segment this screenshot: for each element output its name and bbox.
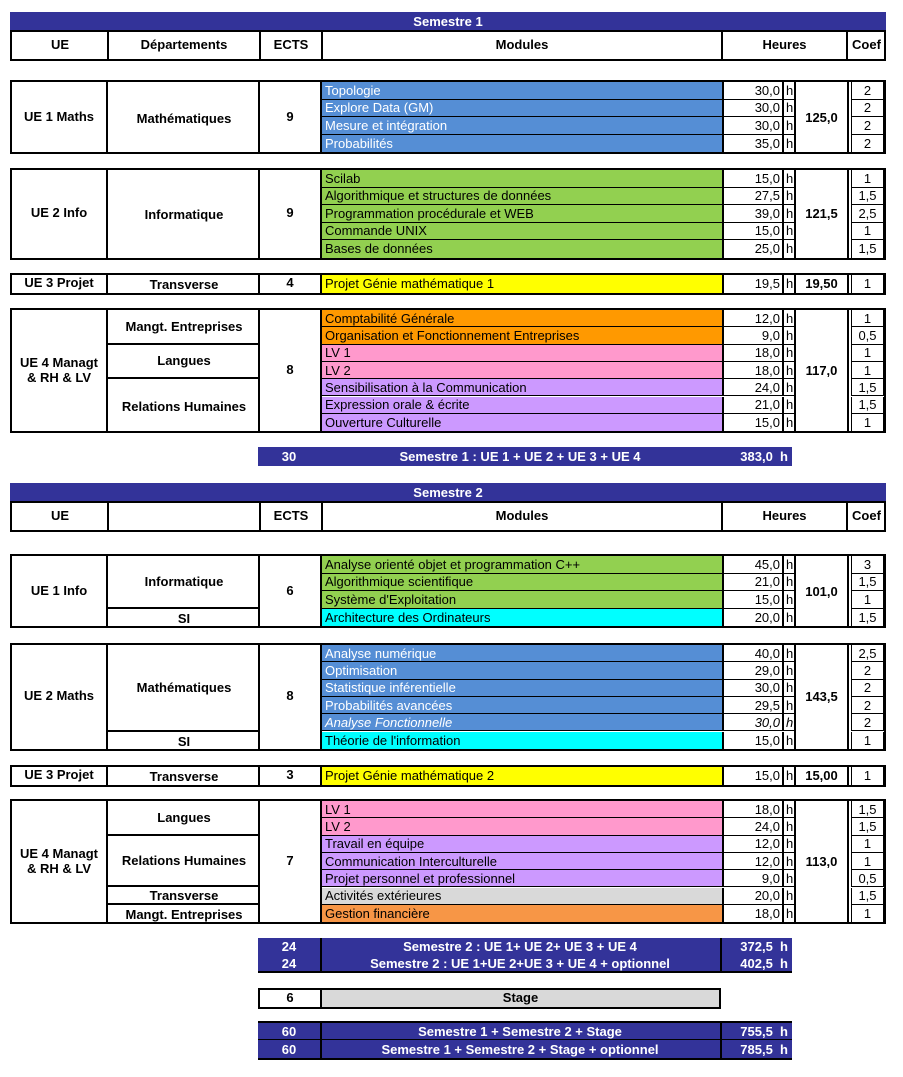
ue-total-hours: 143,5 <box>794 645 849 749</box>
module-hours: 18,0 <box>722 801 782 818</box>
summary-hours: 372,5 h <box>740 939 788 954</box>
column-divider <box>320 955 322 971</box>
column-divider <box>846 32 848 59</box>
module-coef: 1,5 <box>851 818 884 835</box>
department-cell <box>108 170 260 260</box>
module-hours: 9,0 <box>722 327 782 344</box>
module-coef: 1 <box>851 853 884 870</box>
module-coef: 1,5 <box>851 609 884 627</box>
ue-group <box>10 765 886 787</box>
column-divider <box>321 503 323 530</box>
summary-label: Semestre 2 : UE 1+ UE 2+ UE 3 + UE 4 <box>403 939 637 954</box>
header-ects: ECTS <box>273 508 309 524</box>
hours-unit: h <box>782 117 794 135</box>
module-hours: 18,0 <box>722 362 782 379</box>
module-name: Algorithmique et structures de données <box>322 188 722 206</box>
module-coef: 2 <box>851 82 884 100</box>
ue-total-hours: 125,0 <box>794 82 849 152</box>
module-coef: 2 <box>851 697 884 714</box>
module-hours: 18,0 <box>722 905 782 922</box>
module-coef: 1,5 <box>851 188 884 206</box>
module-coef: 1,5 <box>851 574 884 592</box>
module-hours: 12,0 <box>722 310 782 327</box>
column-divider <box>720 938 722 955</box>
department-name: Transverse <box>149 769 219 785</box>
column-divider <box>321 32 323 59</box>
ue-group <box>10 80 886 154</box>
department-cell <box>108 379 260 433</box>
module-name: Comptabilité Générale <box>322 310 722 327</box>
module-coef: 0,5 <box>851 327 884 344</box>
module-name: Projet personnel et professionnel <box>322 870 722 887</box>
module-hours: 18,0 <box>722 345 782 362</box>
module-name: Projet Génie mathématique 1 <box>322 275 722 293</box>
header-heures: Heures <box>762 37 807 53</box>
hours-unit: h <box>782 310 794 327</box>
header-dept <box>108 503 260 530</box>
hours-unit: h <box>782 732 794 749</box>
module-name: Sensibilisation à la Communication <box>322 379 722 396</box>
module-coef: 1 <box>851 310 884 327</box>
ue-group <box>10 168 886 260</box>
module-name: Probabilités <box>322 135 722 153</box>
hours-unit: h <box>782 905 794 922</box>
hours-unit: h <box>782 397 794 414</box>
department-name: Transverse <box>149 277 219 293</box>
department-name: Transverse <box>149 887 219 903</box>
module-hours: 21,0 <box>722 397 782 414</box>
column-header-row <box>10 501 886 532</box>
module-hours: 24,0 <box>722 379 782 396</box>
module-hours: 29,0 <box>722 662 782 679</box>
department-name: Relations Humaines <box>121 398 247 414</box>
ue-name: UE 2 Info <box>30 205 88 221</box>
module-coef: 1 <box>851 362 884 379</box>
header-heures: Heures <box>762 508 807 524</box>
department-name: Mathématiques <box>136 110 232 126</box>
department-name: Langues <box>157 809 211 825</box>
module-name: LV 1 <box>322 801 722 818</box>
module-coef: 0,5 <box>851 870 884 887</box>
semester-title-bar <box>10 483 886 501</box>
hours-unit: h <box>782 574 794 592</box>
ue-total-hours: 117,0 <box>794 310 849 431</box>
module-hours: 30,0 <box>722 82 782 100</box>
ects-value: 8 <box>286 688 294 704</box>
module-hours: 40,0 <box>722 645 782 662</box>
department-cell <box>108 767 260 787</box>
summary-hours: 785,5 h <box>740 1041 788 1057</box>
semester2-optional-summary-row <box>258 955 792 973</box>
module-coef: 1,5 <box>851 888 884 905</box>
module-hours: 12,0 <box>722 836 782 853</box>
module-hours: 30,0 <box>722 680 782 697</box>
hours-unit: h <box>782 888 794 905</box>
hours-unit: h <box>782 818 794 835</box>
hours-unit: h <box>782 275 794 293</box>
department-name: Langues <box>157 353 211 369</box>
module-hours: 45,0 <box>722 556 782 574</box>
hours-unit: h <box>782 327 794 344</box>
ue-name: UE 2 Maths <box>23 688 95 704</box>
ue-name: UE 1 Info <box>30 582 88 598</box>
module-name: Programmation procédurale et WEB <box>322 205 722 223</box>
module-coef: 1,5 <box>851 397 884 414</box>
module-name: Scilab <box>322 170 722 188</box>
summary-hours: 383,0 h <box>740 449 788 464</box>
ue-name: UE 3 Projet <box>24 767 94 783</box>
module-name: Travail en équipe <box>322 836 722 853</box>
column-divider <box>721 32 723 59</box>
department-name: Mangt. Entreprises <box>125 318 243 334</box>
module-name: Analyse orienté objet et programmation C++ <box>322 556 722 574</box>
hours-unit: h <box>782 801 794 818</box>
column-divider <box>107 32 109 59</box>
module-coef: 1 <box>851 345 884 362</box>
module-name: Expression orale & écrite <box>322 397 722 414</box>
department-cell <box>108 645 260 732</box>
module-coef: 1 <box>851 836 884 853</box>
department-cell <box>108 732 260 751</box>
column-divider <box>320 938 322 955</box>
module-name: LV 2 <box>322 362 722 379</box>
summary-ects: 60 <box>281 1023 297 1039</box>
module-hours: 35,0 <box>722 135 782 153</box>
module-name: Activités extérieures <box>322 888 722 905</box>
module-hours: 15,0 <box>722 732 782 749</box>
stage-ects: 6 <box>260 990 320 1007</box>
summary-hours: 755,5 h <box>740 1023 788 1039</box>
module-name: Analyse numérique <box>322 645 722 662</box>
module-coef: 1 <box>851 767 884 785</box>
hours-unit: h <box>782 362 794 379</box>
department-name: Mathématiques <box>136 679 232 695</box>
hours-unit: h <box>782 697 794 714</box>
hours-unit: h <box>782 82 794 100</box>
department-name: Mangt. Entreprises <box>125 906 243 922</box>
column-divider <box>320 1040 322 1058</box>
module-hours: 39,0 <box>722 205 782 223</box>
module-coef: 1 <box>851 275 884 293</box>
summary-label: Semestre 1 + Semestre 2 + Stage + optionnel <box>381 1041 659 1057</box>
module-name: LV 2 <box>322 818 722 835</box>
module-hours: 19,5 <box>722 275 782 293</box>
department-name: Informatique <box>144 207 224 223</box>
summary-hours: 402,5 h <box>740 955 788 971</box>
header-coef: Coef <box>852 508 881 524</box>
grand-total-row <box>258 1021 792 1040</box>
column-divider <box>259 503 261 530</box>
department-cell <box>108 345 260 380</box>
department-cell <box>108 888 260 905</box>
ue-group <box>10 273 886 295</box>
module-hours: 20,0 <box>722 609 782 627</box>
semester1-summary-row <box>258 447 792 466</box>
module-coef: 1 <box>851 732 884 749</box>
module-name: Topologie <box>322 82 722 100</box>
module-hours: 21,0 <box>722 574 782 592</box>
module-hours: 30,0 <box>722 117 782 135</box>
header-ects: ECTS <box>273 37 309 53</box>
module-hours: 15,0 <box>722 767 782 785</box>
module-hours: 15,0 <box>722 414 782 431</box>
ects-value: 9 <box>286 205 294 221</box>
summary-label: Semestre 2 : UE 1+UE 2+UE 3 + UE 4 + optionnel <box>370 955 670 971</box>
module-name: Projet Génie mathématique 2 <box>322 767 722 785</box>
column-divider <box>259 32 261 59</box>
hours-unit: h <box>782 662 794 679</box>
hours-unit: h <box>782 100 794 118</box>
summary-ects: 30 <box>281 449 297 464</box>
hours-unit: h <box>782 645 794 662</box>
ue-total-hours: 101,0 <box>794 556 849 626</box>
module-coef: 2 <box>851 714 884 731</box>
ects-value: 9 <box>286 108 294 124</box>
semester-title: Semestre 2 <box>413 484 483 500</box>
department-cell <box>108 310 260 345</box>
module-name: Système d'Exploitation <box>322 591 722 609</box>
hours-unit: h <box>782 714 794 731</box>
hours-unit: h <box>782 240 794 258</box>
module-coef: 2 <box>851 117 884 135</box>
department-name: Informatique <box>144 573 224 589</box>
ue-group <box>10 643 886 751</box>
ects-value: 8 <box>286 362 294 378</box>
module-coef: 1 <box>851 170 884 188</box>
module-name: Gestion financière <box>322 905 722 922</box>
summary-label: Semestre 1 + Semestre 2 + Stage <box>418 1023 622 1039</box>
module-hours: 15,0 <box>722 223 782 241</box>
hours-unit: h <box>782 135 794 153</box>
hours-unit: h <box>782 767 794 785</box>
column-divider <box>720 955 722 971</box>
module-coef: 1,5 <box>851 801 884 818</box>
hours-unit: h <box>782 556 794 574</box>
module-coef: 1,5 <box>851 379 884 396</box>
column-divider <box>721 503 723 530</box>
module-hours: 29,5 <box>722 697 782 714</box>
module-hours: 15,0 <box>722 170 782 188</box>
column-divider <box>107 503 109 530</box>
hours-unit: h <box>782 223 794 241</box>
module-name: Probabilités avancées <box>322 697 722 714</box>
module-coef: 1,5 <box>851 240 884 258</box>
semester2-summary-row <box>258 938 792 955</box>
semester-title: Semestre 1 <box>413 13 483 29</box>
module-name: Optimisation <box>322 662 722 679</box>
ects-value: 7 <box>286 853 294 869</box>
hours-unit: h <box>782 345 794 362</box>
ue-name: UE 4 Managt & RH & LV <box>19 354 98 385</box>
department-cell <box>108 275 260 295</box>
header-modules: Modules <box>495 37 549 53</box>
ue-total-hours: 19,50 <box>794 275 849 293</box>
module-hours: 30,0 <box>722 714 782 731</box>
ue-group <box>10 554 886 628</box>
hours-unit: h <box>782 188 794 206</box>
ue-name: UE 4 Managt & RH & LV <box>19 845 98 876</box>
module-coef: 2 <box>851 662 884 679</box>
summary-label: Semestre 1 : UE 1 + UE 2 + UE 3 + UE 4 <box>399 449 641 464</box>
module-hours: 24,0 <box>722 818 782 835</box>
ue-group <box>10 799 886 924</box>
ects-value: 4 <box>286 275 294 291</box>
module-name: Théorie de l'information <box>322 732 722 749</box>
hours-unit: h <box>782 680 794 697</box>
module-name: Ouverture Culturelle <box>322 414 722 431</box>
hours-unit: h <box>782 591 794 609</box>
header-dept: Départements <box>140 37 228 53</box>
department-cell <box>108 556 260 609</box>
module-name: Bases de données <box>322 240 722 258</box>
summary-ects: 60 <box>281 1041 297 1057</box>
department-cell <box>108 82 260 154</box>
ue-name: UE 3 Projet <box>24 275 94 291</box>
ue-total-hours: 121,5 <box>794 170 849 258</box>
summary-ects: 24 <box>281 939 297 954</box>
module-coef: 1 <box>851 591 884 609</box>
hours-unit: h <box>782 853 794 870</box>
department-name: SI <box>177 610 191 626</box>
stage-row <box>258 988 721 1009</box>
module-name: Analyse Fonctionnelle <box>322 714 722 731</box>
department-cell <box>108 905 260 924</box>
ue-total-hours: 113,0 <box>794 801 849 922</box>
header-coef: Coef <box>852 37 881 53</box>
hours-unit: h <box>782 379 794 396</box>
ects-value: 3 <box>286 767 294 783</box>
ue-group <box>10 308 886 433</box>
header-ue: UE <box>50 37 70 53</box>
module-coef: 1 <box>851 414 884 431</box>
module-hours: 25,0 <box>722 240 782 258</box>
summary-ects: 24 <box>281 955 297 971</box>
module-name: Mesure et intégration <box>322 117 722 135</box>
ue-total-hours: 15,00 <box>794 767 849 785</box>
module-name: Architecture des Ordinateurs <box>322 609 722 627</box>
column-divider <box>320 1023 322 1039</box>
module-coef: 2 <box>851 100 884 118</box>
module-name: Communication Interculturelle <box>322 853 722 870</box>
hours-unit: h <box>782 609 794 627</box>
stage-label: Stage <box>502 990 539 1006</box>
module-name: Statistique inférentielle <box>322 680 722 697</box>
module-hours: 15,0 <box>722 591 782 609</box>
column-divider <box>720 1040 722 1058</box>
ue-name: UE 1 Maths <box>23 108 95 124</box>
module-name: Commande UNIX <box>322 223 722 241</box>
column-header-row <box>10 30 886 61</box>
module-coef: 1 <box>851 223 884 241</box>
hours-unit: h <box>782 205 794 223</box>
module-name: Algorithmique scientifique <box>322 574 722 592</box>
module-coef: 2,5 <box>851 645 884 662</box>
module-name: Explore Data (GM) <box>322 100 722 118</box>
header-ue: UE <box>50 508 70 524</box>
ects-value: 6 <box>286 582 294 598</box>
department-name: Relations Humaines <box>121 853 247 869</box>
grand-total-optional-row <box>258 1040 792 1060</box>
column-divider <box>846 503 848 530</box>
column-divider <box>720 1023 722 1039</box>
semester-title-bar <box>10 12 886 30</box>
header-modules: Modules <box>495 508 549 524</box>
module-coef: 1 <box>851 905 884 922</box>
module-hours: 9,0 <box>722 870 782 887</box>
department-cell <box>108 609 260 629</box>
module-coef: 2,5 <box>851 205 884 223</box>
module-hours: 20,0 <box>722 888 782 905</box>
module-hours: 30,0 <box>722 100 782 118</box>
hours-unit: h <box>782 836 794 853</box>
module-coef: 2 <box>851 135 884 153</box>
hours-unit: h <box>782 870 794 887</box>
module-coef: 3 <box>851 556 884 574</box>
hours-unit: h <box>782 414 794 431</box>
module-name: LV 1 <box>322 345 722 362</box>
module-hours: 12,0 <box>722 853 782 870</box>
department-name: SI <box>177 733 191 749</box>
hours-unit: h <box>782 170 794 188</box>
module-name: Organisation et Fonctionnement Entreprises <box>322 327 722 344</box>
department-cell <box>108 836 260 888</box>
module-coef: 2 <box>851 680 884 697</box>
department-cell <box>108 801 260 836</box>
module-hours: 27,5 <box>722 188 782 206</box>
